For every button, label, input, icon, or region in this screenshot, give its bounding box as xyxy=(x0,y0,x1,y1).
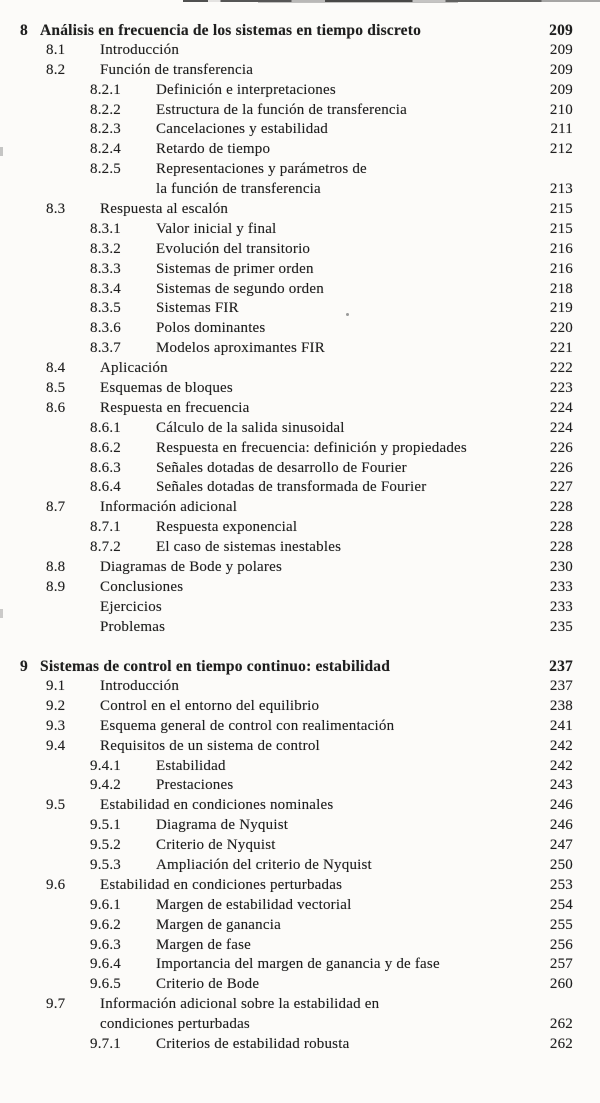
entry-number: 9.4 xyxy=(46,737,66,754)
toc-entry-row xyxy=(0,180,573,200)
toc-entry-row xyxy=(0,478,573,498)
entry-number: 9.6.3 xyxy=(90,936,121,953)
entry-number: 8.3.3 xyxy=(90,260,121,277)
chapter-number: 8 xyxy=(20,22,28,39)
entry-title: Margen de ganancia xyxy=(156,916,281,933)
entry-number: 8.2.1 xyxy=(90,81,121,98)
entry-page-number: 222 xyxy=(549,360,573,377)
entry-page-number: 246 xyxy=(549,817,573,834)
toc-entry-row xyxy=(0,498,573,518)
toc-entry-row xyxy=(0,41,573,61)
toc-entry-row xyxy=(0,538,573,558)
toc-entry-row xyxy=(0,200,573,220)
entry-title: Criterio de Bode xyxy=(156,976,260,993)
table-of-contents xyxy=(0,21,600,1055)
entry-number: 9.2 xyxy=(46,697,66,714)
entry-title: Requisitos de un sistema de control xyxy=(100,737,320,754)
entry-page-number: 262 xyxy=(549,1016,573,1033)
entry-number: 8.3.4 xyxy=(90,280,121,297)
entry-page-number: 250 xyxy=(549,857,573,874)
entry-page-number: 260 xyxy=(549,976,573,993)
entry-page-number: 224 xyxy=(549,399,573,416)
entry-page-number: 209 xyxy=(549,61,573,78)
toc-entry-row xyxy=(0,81,573,101)
chapter-title: Sistemas de control en tiempo continuo: estabilidad xyxy=(40,658,391,676)
toc-entry-row xyxy=(0,717,573,737)
entry-page-number: 242 xyxy=(549,757,573,774)
entry-title: Señales dotadas de transformada de Fourier xyxy=(156,479,427,496)
toc-entry-row xyxy=(0,299,573,319)
entry-page-number: 223 xyxy=(549,380,573,397)
toc-entry-row xyxy=(0,796,573,816)
entry-title: Información adicional sobre la estabilidad en xyxy=(100,996,380,1013)
entry-title: Estabilidad en condiciones nominales xyxy=(100,797,334,814)
entry-title: Esquemas de bloques xyxy=(100,380,233,397)
toc-entry-row xyxy=(0,240,573,260)
entry-title: Criterios de estabilidad robusta xyxy=(156,1036,350,1053)
toc-entry-row xyxy=(0,339,573,359)
entry-title: Introducción xyxy=(100,678,180,694)
entry-title: Cancelaciones y estabilidad xyxy=(156,121,329,138)
chapter-page-number: 209 xyxy=(549,22,573,39)
entry-page-number: 233 xyxy=(549,578,573,595)
entry-title: Prestaciones xyxy=(156,777,234,794)
entry-title: Polos dominantes xyxy=(156,320,266,337)
entry-number: 8.9 xyxy=(46,578,66,595)
entry-title: Respuesta al escalón xyxy=(100,201,229,218)
entry-title: Diagrama de Nyquist xyxy=(156,817,289,834)
toc-entry-row xyxy=(0,618,573,638)
toc-entry-row xyxy=(0,120,573,140)
entry-title: Estabilidad xyxy=(156,757,226,774)
entry-title: Valor inicial y final xyxy=(156,220,277,237)
entry-number: 8.3 xyxy=(46,201,66,218)
entry-title: Ampliación del criterio de Nyquist xyxy=(156,857,372,874)
entry-title: El caso de sistemas inestables xyxy=(156,539,342,556)
entry-title: Cálculo de la salida sinusoidal xyxy=(156,419,345,436)
entry-title: Margen de fase xyxy=(156,936,251,953)
entry-page-number: 209 xyxy=(549,81,573,98)
toc-entry-row xyxy=(0,459,573,479)
entry-number: 9.6.5 xyxy=(90,976,121,993)
entry-page-number: 256 xyxy=(549,936,573,953)
entry-number: 9.1 xyxy=(46,678,66,694)
entry-page-number: 212 xyxy=(549,141,573,158)
entry-page-number: 241 xyxy=(549,717,573,734)
entry-title: Ejercicios xyxy=(100,598,162,615)
entry-page-number: 228 xyxy=(549,499,573,516)
entry-number: 8.7.2 xyxy=(90,539,121,556)
chapter-block xyxy=(0,657,573,1055)
entry-page-number: 262 xyxy=(549,1036,573,1053)
toc-entry-row xyxy=(0,677,573,697)
entry-number: 9.5 xyxy=(46,797,66,814)
toc-entry-row xyxy=(0,697,573,717)
entry-page-number: 221 xyxy=(549,340,573,357)
entry-number: 9.5.3 xyxy=(90,857,121,874)
toc-entry-row xyxy=(0,836,573,856)
toc-entry-row xyxy=(0,280,573,300)
entry-number: 9.3 xyxy=(46,717,66,734)
entry-number: 8.1 xyxy=(46,41,66,58)
entry-number: 8.4 xyxy=(46,360,66,377)
entry-title: Aplicación xyxy=(100,360,168,377)
entry-number: 9.5.1 xyxy=(90,817,121,834)
toc-entry-row xyxy=(0,916,573,936)
entry-number: 8.6.1 xyxy=(90,419,121,436)
entry-title: Problemas xyxy=(100,618,166,635)
entry-number: 8.3.5 xyxy=(90,300,121,317)
entry-title: Señales dotadas de desarrollo de Fourier xyxy=(156,459,407,476)
chapter-page-number: 237 xyxy=(549,658,573,676)
entry-page-number: 242 xyxy=(549,737,573,754)
chapter-row xyxy=(0,657,573,677)
entry-page-number: 218 xyxy=(549,280,573,297)
entry-page-number: 226 xyxy=(549,459,573,476)
entry-page-number: 213 xyxy=(549,181,573,198)
entry-title: condiciones perturbadas xyxy=(100,1016,250,1033)
entry-number: 9.4.1 xyxy=(90,757,121,774)
entry-page-number: 237 xyxy=(549,678,573,694)
toc-entry-row xyxy=(0,220,573,240)
toc-entry-row xyxy=(0,955,573,975)
chapter-block xyxy=(0,21,573,638)
entry-page-number: 210 xyxy=(549,101,573,118)
toc-entry-row xyxy=(0,598,573,618)
entry-number: 8.2.3 xyxy=(90,121,121,138)
entry-page-number: 216 xyxy=(549,240,573,257)
entry-title: Control en el entorno del equilibrio xyxy=(100,697,320,714)
entry-title: Respuesta exponencial xyxy=(156,519,298,536)
entry-title: Criterio de Nyquist xyxy=(156,837,276,854)
entry-page-number: 235 xyxy=(549,618,573,635)
toc-entry-row xyxy=(0,359,573,379)
entry-number: 8.7 xyxy=(46,499,66,516)
entry-title: Importancia del margen de ganancia y de fase xyxy=(156,956,440,973)
entry-title: Estabilidad en condiciones perturbadas xyxy=(100,876,343,893)
toc-entry-row xyxy=(0,995,573,1015)
entry-page-number: 215 xyxy=(549,220,573,237)
entry-page-number: 238 xyxy=(549,697,573,714)
toc-entry-row xyxy=(0,61,573,81)
entry-page-number: 257 xyxy=(549,956,573,973)
toc-entry-row xyxy=(0,419,573,439)
entry-number: 9.7 xyxy=(46,996,66,1013)
entry-number: 9.6 xyxy=(46,876,66,893)
entry-page-number: 216 xyxy=(549,260,573,277)
entry-number: 8.2 xyxy=(46,61,66,78)
entry-title: Modelos aproximantes FIR xyxy=(156,340,325,357)
entry-page-number: 253 xyxy=(549,876,573,893)
toc-entry-row xyxy=(0,1035,573,1055)
entry-number: 8.2.5 xyxy=(90,161,121,178)
toc-entry-row xyxy=(0,936,573,956)
toc-entry-row xyxy=(0,757,573,777)
entry-title: Información adicional xyxy=(100,499,238,516)
entry-number: 9.6.1 xyxy=(90,896,121,913)
toc-entry-row xyxy=(0,379,573,399)
toc-entry-row xyxy=(0,876,573,896)
entry-number: 8.7.1 xyxy=(90,519,121,536)
entry-number: 9.4.2 xyxy=(90,777,121,794)
entry-number: 8.5 xyxy=(46,380,66,397)
entry-title: Respuesta en frecuencia: definición y propiedades xyxy=(156,439,467,456)
entry-title: Sistemas FIR xyxy=(156,300,239,317)
entry-number: 8.3.7 xyxy=(90,340,121,357)
entry-title: la función de transferencia xyxy=(156,181,321,198)
toc-entry-row xyxy=(0,518,573,538)
scan-edge-artifact xyxy=(183,0,600,2)
chapter-row xyxy=(0,21,573,41)
entry-page-number: 243 xyxy=(549,777,573,794)
toc-entry-row xyxy=(0,578,573,598)
entry-title: Sistemas de primer orden xyxy=(156,260,314,277)
entry-page-number: 247 xyxy=(549,837,573,854)
entry-page-number: 219 xyxy=(549,300,573,317)
toc-entry-row xyxy=(0,737,573,757)
entry-number: 8.8 xyxy=(46,559,66,576)
entry-page-number: 226 xyxy=(549,439,573,456)
entry-page-number: 215 xyxy=(549,201,573,218)
toc-entry-row xyxy=(0,399,573,419)
entry-number: 8.6 xyxy=(46,399,66,416)
entry-page-number: 255 xyxy=(549,916,573,933)
entry-title: Representaciones y parámetros de xyxy=(156,161,367,178)
entry-number: 8.3.1 xyxy=(90,220,121,237)
toc-entry-row xyxy=(0,856,573,876)
entry-title: Sistemas de segundo orden xyxy=(156,280,324,297)
chapter-number: 9 xyxy=(20,658,28,676)
entry-page-number: 224 xyxy=(549,419,573,436)
entry-number: 8.6.3 xyxy=(90,459,121,476)
entry-title: Introducción xyxy=(100,41,180,58)
entry-page-number: 246 xyxy=(549,797,573,814)
toc-entry-row xyxy=(0,439,573,459)
toc-entry-row xyxy=(0,896,573,916)
entry-number: 8.3.2 xyxy=(90,240,121,257)
toc-entry-row xyxy=(0,776,573,796)
toc-entry-row xyxy=(0,160,573,180)
entry-number: 8.2.2 xyxy=(90,101,121,118)
entry-title: Esquema general de control con realimentación xyxy=(100,717,395,734)
entry-page-number: 211 xyxy=(550,121,573,138)
entry-page-number: 254 xyxy=(549,896,573,913)
entry-number: 8.6.2 xyxy=(90,439,121,456)
entry-page-number: 230 xyxy=(549,559,573,576)
entry-title: Respuesta en frecuencia xyxy=(100,399,250,416)
toc-entry-row xyxy=(0,260,573,280)
entry-number: 8.2.4 xyxy=(90,141,121,158)
chapter-title: Análisis en frecuencia de los sistemas en tiempo discreto xyxy=(40,22,422,39)
toc-entry-row xyxy=(0,1015,573,1035)
entry-title: Margen de estabilidad vectorial xyxy=(156,896,352,913)
entry-number: 8.6.4 xyxy=(90,479,121,496)
entry-title: Conclusiones xyxy=(100,578,184,595)
entry-page-number: 228 xyxy=(549,539,573,556)
toc-entry-row xyxy=(0,558,573,578)
entry-page-number: 233 xyxy=(549,598,573,615)
entry-page-number: 220 xyxy=(549,320,573,337)
entry-title: Diagramas de Bode y polares xyxy=(100,559,283,576)
entry-title: Función de transferencia xyxy=(100,61,254,78)
entry-title: Definición e interpretaciones xyxy=(156,81,336,98)
toc-entry-row xyxy=(0,975,573,995)
entry-title: Estructura de la función de transferencia xyxy=(156,101,407,118)
entry-title: Retardo de tiempo xyxy=(156,141,271,158)
toc-entry-row xyxy=(0,101,573,121)
entry-number: 9.6.2 xyxy=(90,916,121,933)
entry-title: Evolución del transitorio xyxy=(156,240,311,257)
entry-number: 9.5.2 xyxy=(90,837,121,854)
toc-entry-row xyxy=(0,319,573,339)
toc-entry-row xyxy=(0,816,573,836)
entry-page-number: 228 xyxy=(549,519,573,536)
entry-number: 9.6.4 xyxy=(90,956,121,973)
entry-page-number: 227 xyxy=(549,479,573,496)
entry-number: 8.3.6 xyxy=(90,320,121,337)
toc-entry-row xyxy=(0,140,573,160)
entry-number: 9.7.1 xyxy=(90,1036,121,1053)
entry-page-number: 209 xyxy=(549,41,573,58)
